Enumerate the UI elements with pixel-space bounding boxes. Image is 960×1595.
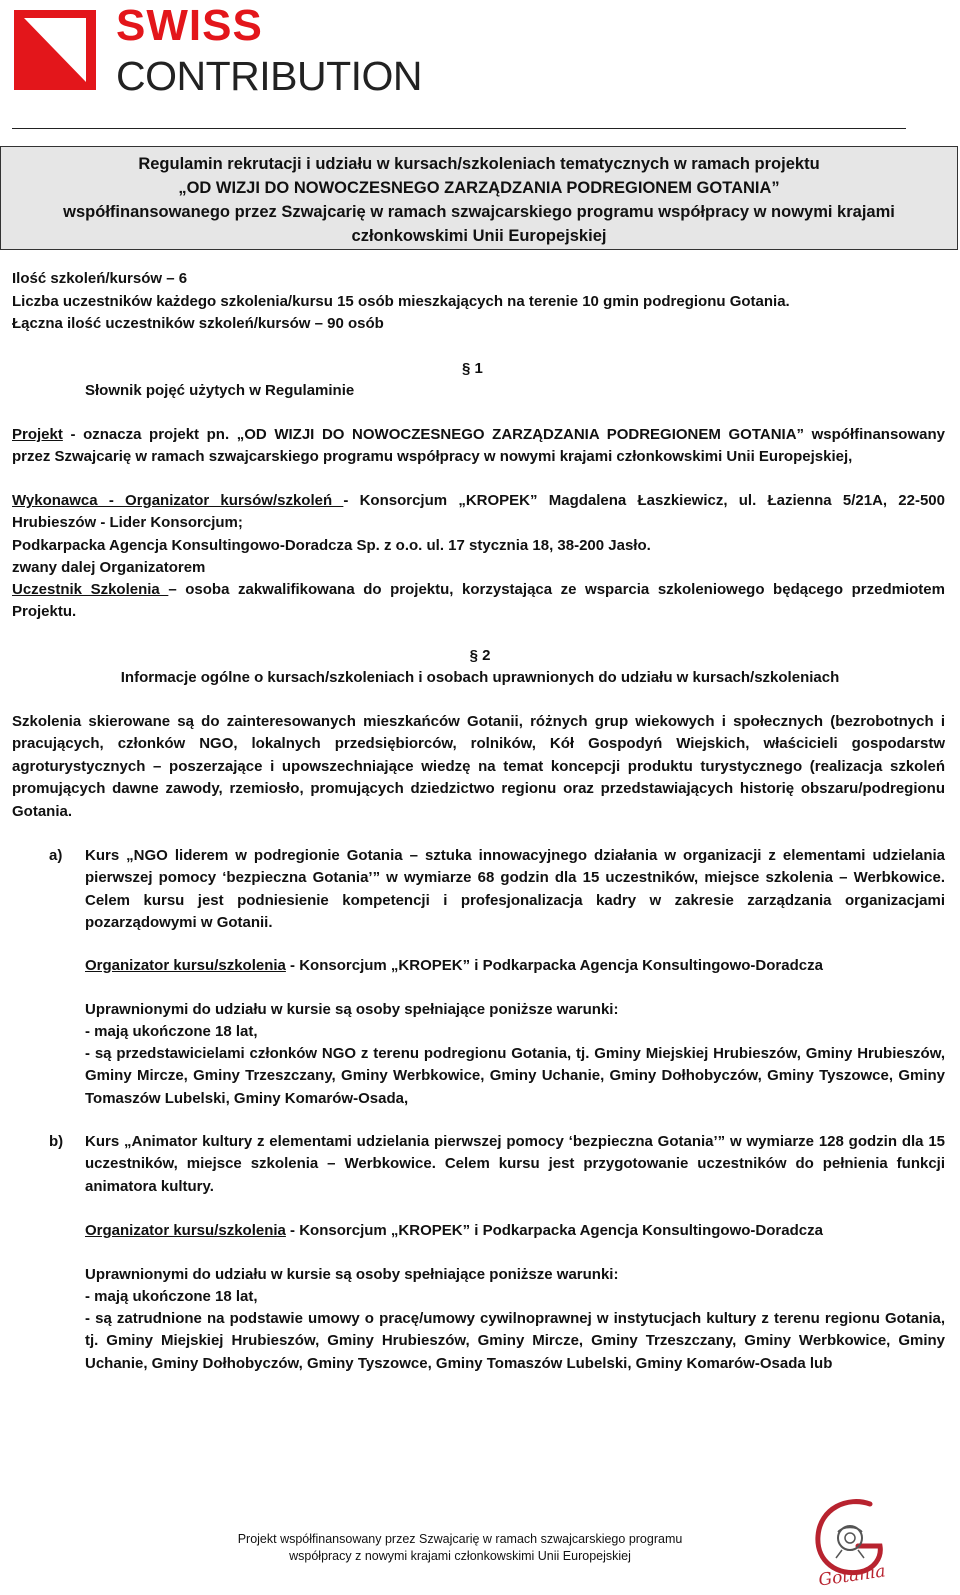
footer-text bbox=[150, 1531, 770, 1565]
list-item-b-label: b) bbox=[49, 1133, 64, 1150]
gotania-logo-text: Gotania bbox=[817, 1561, 887, 1591]
summary-participants-per-course: Liczba uczestników każdego szkolenia/kursu 15 osób mieszkających na terenie 10 gmin podregionu Gotania. bbox=[12, 293, 790, 310]
summary-total-participants: Łączna ilość uczestników szkoleń/kursów – 90 osób bbox=[12, 315, 384, 332]
logo-contribution-text: CONTRIBUTION bbox=[116, 53, 423, 99]
swiss-contribution-logo bbox=[14, 1, 434, 99]
list-item-b-condition-culture: - są zatrudnione na podstawie umowy o pracę/umowy cywilnoprawnej w instytucjach kultury z terenu regionu Gotania, tj. Gminy Miejskiej Hrubieszów, Gminy Hrubieszów, Gminy Mircze, Gminy Trzeszczany, Gminy Werbkowice, Gminy Uchanie, Gminy Dołhobyczów, Gminy Tyszowce, Gminy Tomaszów Lubelski, Gminy Komarów-Osada lub bbox=[85, 1310, 945, 1372]
definition-projekt-text: - oznacza projekt pn. „OD WIZJI DO NOWOCZESNEGO ZARZĄDZANIA PODREGIONEM GOTANIA” współfinansowany przez Szwajcarię w ramach szwajcarskiego programu współpracy w nowymi krajami członkowskimi Unii Europejskiej, bbox=[12, 426, 945, 466]
section-2-heading: Informacje ogólne o kursach/szkoleniach i osobach uprawnionych do udziału w kursach/szkoleniach bbox=[120, 669, 840, 686]
list-item-a-condition-age: - mają ukończone 18 lat, bbox=[85, 1023, 258, 1040]
section-2-number: § 2 bbox=[469, 647, 491, 664]
summary-course-count: Ilość szkoleń/kursów – 6 bbox=[12, 270, 188, 287]
title-line-4: członkowskimi Unii Europejskiej bbox=[351, 227, 607, 245]
list-item-b-organizer-label: Organizator kursu/szkolenia bbox=[85, 1222, 286, 1239]
list-item-a-condition-ngo: - są przedstawicielami członków NGO z terenu podregionu Gotania, tj. Gminy Miejskiej Hrubieszów, Gminy Hrubieszów, Gminy Mircze, Gminy Trzeszczany, Gminy Werbkowice, Gminy Uchanie, Gminy Dołhobyczów, Gminy Tyszowce, Gminy Tomaszów Lubelski, Gminy Komarów-Osada, bbox=[85, 1045, 945, 1107]
list-item-b-organizer bbox=[85, 1220, 823, 1242]
term-uczestnik: Uczestnik Szkolenia bbox=[12, 581, 169, 598]
title-line-2: „OD WIZJI DO NOWOCZESNEGO ZARZĄDZANIA PODREGIONEM GOTANIA” bbox=[178, 179, 780, 197]
footer-line-1: Projekt współfinansowany przez Szwajcarię w ramach szwajcarskiego programu bbox=[237, 1532, 683, 1546]
section-1-heading: Słownik pojęć użytych w Regulaminie bbox=[85, 382, 355, 399]
section-1-number: § 1 bbox=[462, 360, 483, 377]
list-item-a-description: Kurs „NGO liderem w podregionie Gotania – sztuka innowacyjnego działania w organizacji z elementami udzielania pierwszej pomocy ‘bezpieczna Gotania’” w wymiarze 68 godzin dla 15 uczestników, miejsce szkolenia – Werbkowice. Celem kursu jest podniesienie kompetencji i profesjonalizacja kadry w zakresie zarządzania organizacjami pozarządowymi w Gotanii. bbox=[85, 847, 945, 932]
swiss-contribution-mark-icon bbox=[14, 10, 96, 90]
definition-wykonawca bbox=[12, 490, 945, 535]
list-item-a-label: a) bbox=[49, 847, 63, 864]
header-divider bbox=[12, 128, 906, 129]
list-item-b-description: Kurs „Animator kultury z elementami udzielania pierwszej pomocy ‘bezpieczna Gotania’” w wymiarze 128 godzin dla 15 uczestników, miejsce szkolenia – Werbkowice. Celem kursu jest przygotowanie uczestników do pełnienia funkcji animatora kultury. bbox=[85, 1133, 945, 1195]
definition-projekt bbox=[12, 424, 945, 469]
section-2-intro: Szkolenia skierowane są do zainteresowanych mieszkańców Gotanii, różnych grup wiekowych i społecznych (bezrobotnych i pracujących, członków NGO, lokalnych przedsiębiorców, rolników, Kół Gospodyń Wiejskich, właścicieli gospodarstw agroturystycznych – poszerzające i upowszechniające wiedzę na temat koncepcji produktu turystycznego (realizacja szkoleń promujących dawne zawody, rzemiosło, promujących dziedzictwo regionu oraz przedstawiających historię obszaru/podregionu Gotania. bbox=[12, 713, 945, 820]
term-wykonawca: Wykonawca - Organizator kursów/szkoleń bbox=[12, 492, 344, 509]
list-item-a-organizer-label: Organizator kursu/szkolenia bbox=[85, 957, 286, 974]
list-item-b-eligibility-intro: Uprawnionymi do udziału w kursie są osoby spełniające poniższe warunki: bbox=[85, 1266, 619, 1283]
list-item-b-organizer-text: - Konsorcjum „KROPEK” i Podkarpacka Agencja Konsultingowo-Doradcza bbox=[285, 1222, 823, 1239]
logo-swiss-text: SWISS bbox=[116, 1, 263, 50]
title-line-3: współfinansowanego przez Szwajcarię w ramach szwajcarskiego programu współpracy w nowymi krajami bbox=[63, 203, 895, 221]
list-item-a-eligibility-intro: Uprawnionymi do udziału w kursie są osoby spełniające poniższe warunki: bbox=[85, 1001, 619, 1018]
list-item-a-organizer-text: - Konsorcjum „KROPEK” i Podkarpacka Agencja Konsultingowo-Doradcza bbox=[285, 957, 823, 974]
list-item-b-condition-age: - mają ukończone 18 lat, bbox=[85, 1288, 258, 1305]
term-projekt: Projekt bbox=[12, 426, 63, 443]
document-title-box bbox=[0, 146, 958, 250]
definition-wykonawca-alias: zwany dalej Organizatorem bbox=[12, 559, 206, 576]
definition-wykonawca-text: - Konsorcjum „KROPEK” Magdalena Łaszkiewicz, ul. Łazienna 5/21A, 22-500 Hrubieszów - Lider Konsorcjum; bbox=[12, 492, 945, 532]
footer-line-2: współpracy z nowymi krajami członkowskimi Unii Europejskiej bbox=[289, 1549, 631, 1563]
definition-uczestnik-text: – osoba zakwalifikowana do projektu, korzystająca ze wsparcia szkoleniowego będącego przedmiotem Projektu. bbox=[12, 581, 945, 621]
definition-wykonawca-partner: Podkarpacka Agencja Konsultingowo-Doradcza Sp. z o.o. ul. 17 stycznia 18, 38-200 Jasło. bbox=[12, 537, 651, 554]
definition-uczestnik bbox=[12, 579, 945, 624]
title-line-1: Regulamin rekrutacji i udziału w kursach/szkoleniach tematycznych w ramach projektu bbox=[138, 155, 820, 173]
gotania-logo bbox=[808, 1492, 892, 1591]
list-item-a-organizer bbox=[85, 955, 823, 977]
